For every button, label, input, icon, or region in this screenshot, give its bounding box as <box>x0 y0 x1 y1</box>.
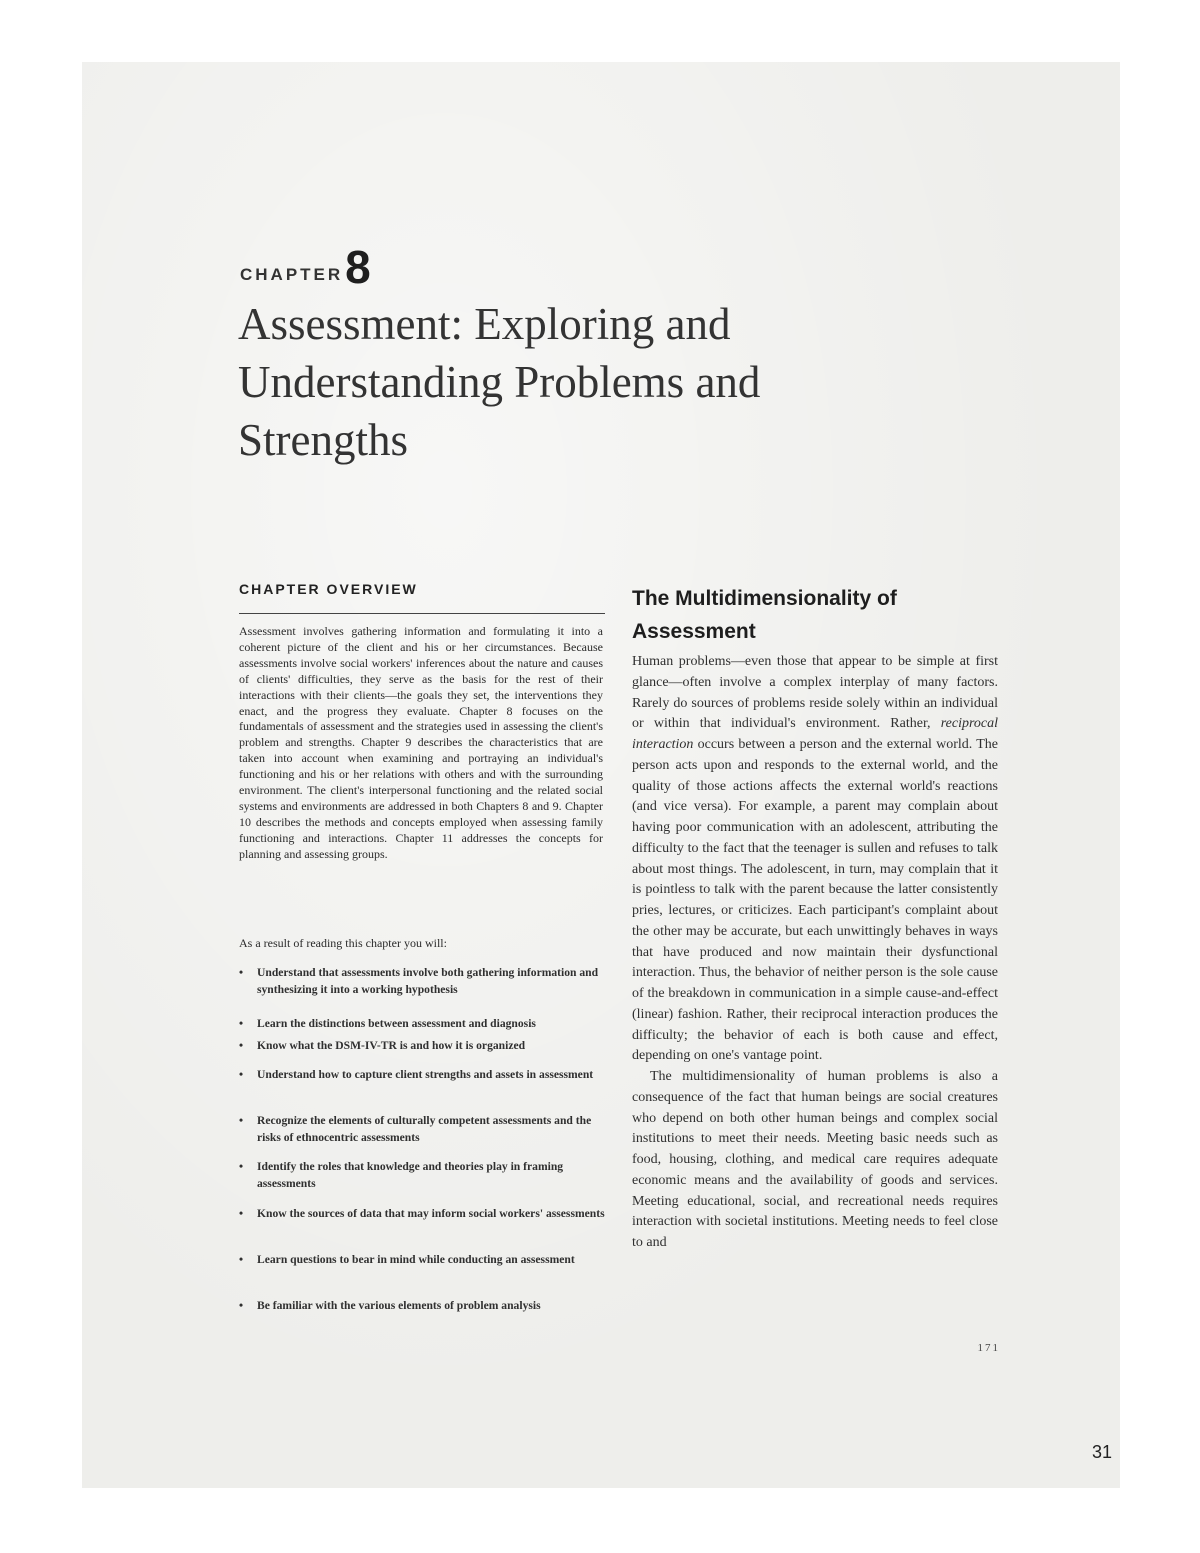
bullet-icon: • <box>239 1068 244 1081</box>
chapter-label <box>240 240 371 294</box>
paragraph-text: Human problems—even those that appear to be simple at first glance—often involve a complex interplay of many factors. Rarely do sources of problems reside solely within an individual or within that individual's environment. Rather, <box>632 654 998 732</box>
bullet-icon: • <box>239 1114 244 1127</box>
bullet-icon: • <box>239 1207 244 1220</box>
outcome-text: Know the sources of data that may inform social workers' assessments <box>257 1207 605 1220</box>
outcomes-intro: As a result of reading this chapter you will: <box>239 936 447 950</box>
learning-outcome <box>239 1015 605 1032</box>
overview-heading: CHAPTER OVERVIEW <box>239 581 605 614</box>
section-heading: The Multidimensionality of Assessment <box>632 587 897 643</box>
outcome-text: Recognize the elements of culturally competent assessments and the risks of ethnocentric assessments <box>257 1114 592 1144</box>
emphasis-term: reciprocal interaction <box>632 716 998 752</box>
learning-outcome <box>239 1205 605 1222</box>
learning-outcome <box>239 1297 605 1314</box>
bullet-icon: • <box>239 1160 244 1173</box>
outcome-text: Understand how to capture client strengths and assets in assessment <box>257 1068 594 1081</box>
chapter-label-text: CHAPTER <box>240 265 344 284</box>
outcome-text: Identify the roles that knowledge and theories play in framing assessments <box>257 1160 564 1190</box>
chapter-number: 8 <box>345 241 371 293</box>
chapter-title: Assessment: Exploring and Understanding Problems and Strengths <box>238 299 761 465</box>
outcome-text: Know what the DSM-IV-TR is and how it is organized <box>257 1039 526 1052</box>
learning-outcome <box>239 1112 605 1146</box>
bullet-icon: • <box>239 1253 244 1266</box>
paragraph-text: occurs between a person and the external world. The person acts upon and responds to the external world, and the quality of those actions affects the external world's reactions (and vice versa). For example, a parent may complain about having poor communication with an adolescent, attributing the difficulty to the fact that the teenager is sullen and refuses to talk about most things. The adolescent, in turn, may complain that it is pointless to talk with the parent because the latter consistently pries, lectures, or criticizes. Each participant's complaint about the other may be accurate, but each unwittingly behaves in ways that have produced and now maintain their dysfunctional interaction. Thus, the behavior of neither person is the sole cause of the breakdown in communication in a simple cause-and-effect (linear) fashion. Rather, their reciprocal interaction produces the difficulty; the behavior of each is both cause and effect, depending on one's vantage point. <box>632 737 998 1064</box>
section-body <box>632 652 998 1254</box>
learning-outcome <box>239 964 605 998</box>
learning-outcome <box>239 1037 605 1054</box>
overview-body: Assessment involves gathering information and formulating it into a coherent picture of the client and his or her circumstances. Because assessments involve social workers' inferences about the nature and causes of clients' difficulties, they serve as the basis for the rest of their interactions with their clients—the goals they set, the interventions they enact, and the progress they evaluate. Chapter 8 focuses on the fundamentals of assessment and the strategies used in assessing the client's problem and strengths. Chapter 9 describes the characteristics that are taken into account when examining and portraying an individual's functioning and his or her relations with others and with the surrounding environment. The client's interpersonal functioning and the related social systems and environments are addressed in both Chapters 8 and 9. Chapter 10 describes the methods and concepts employed when assessing family functioning and interactions. Chapter 11 addresses the concepts for planning and assessing groups. <box>239 624 603 861</box>
section-paragraph <box>632 652 998 1067</box>
outcome-text: Learn questions to bear in mind while conducting an assessment <box>257 1253 575 1266</box>
bullet-icon: • <box>239 1039 244 1052</box>
learning-outcome <box>239 1251 605 1268</box>
outcome-text: Be familiar with the various elements of problem analysis <box>257 1299 541 1312</box>
page-folio: 171 <box>977 1342 1000 1354</box>
outcome-text: Understand that assessments involve both gathering information and synthesizing it into a working hypothesis <box>257 966 599 996</box>
section-paragraph: The multidimensionality of human problems is also a consequence of the fact that human beings are social creatures who depend on both other human beings and complex social institutions to meet their needs. Meeting basic needs such as food, housing, clothing, and medical care requires adequate economic means and the availability of goods and services. Meeting educational, social, and recreational needs requires interaction with societal institutions. Meeting needs to feel close to and <box>632 1069 998 1250</box>
pdf-page-number: 31 <box>1091 1442 1112 1462</box>
learning-outcome <box>239 1158 605 1192</box>
outcome-text: Learn the distinctions between assessment and diagnosis <box>257 1017 536 1030</box>
bullet-icon: • <box>239 1299 244 1312</box>
bullet-icon: • <box>239 966 244 979</box>
learning-outcome <box>239 1066 605 1083</box>
bullet-icon: • <box>239 1017 244 1030</box>
